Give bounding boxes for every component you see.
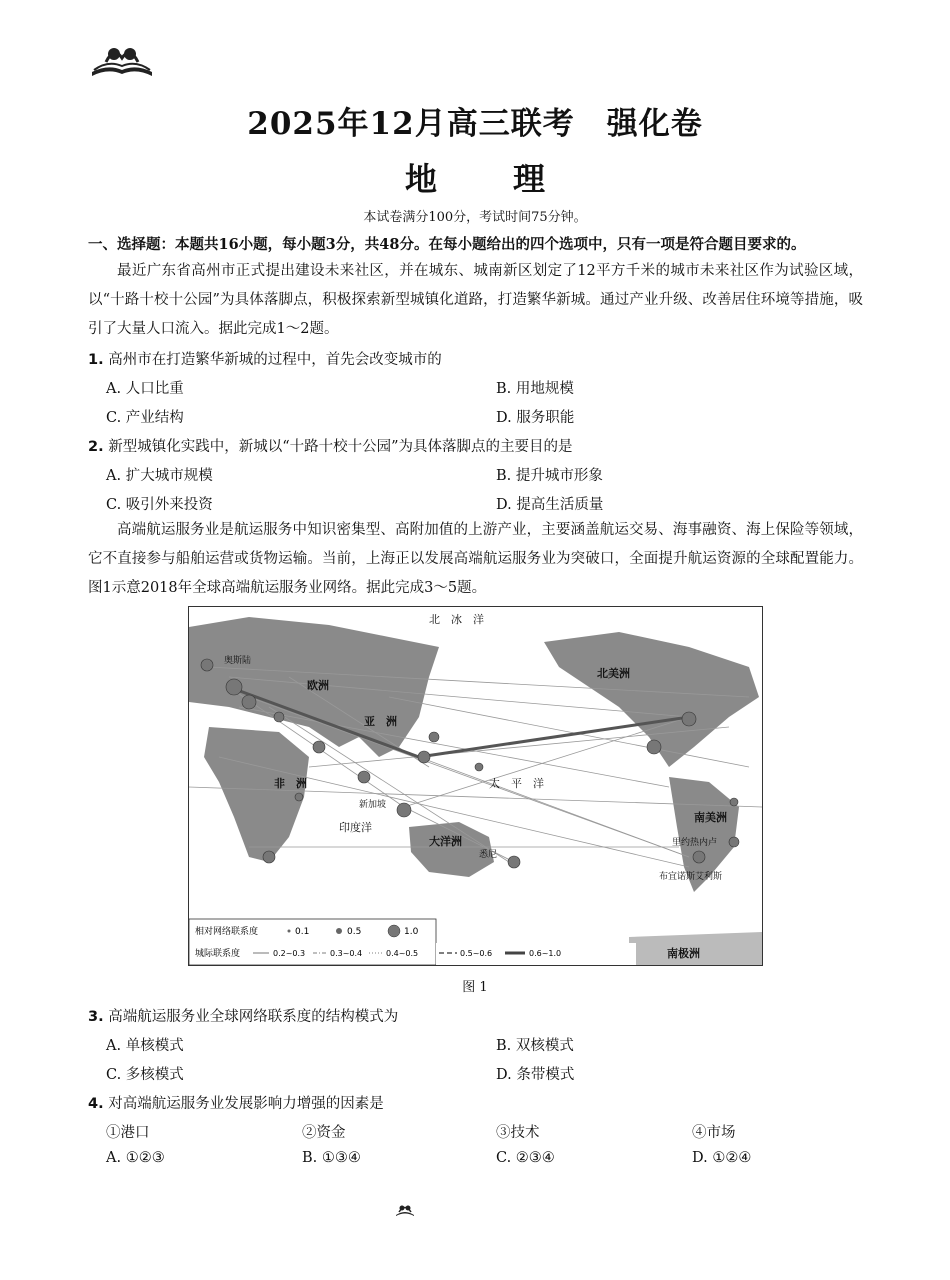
exam-info: 本试卷满分100分，考试时间75分钟。 — [363, 210, 587, 225]
question-stem: 高州市在打造繁华新城的过程中，首先会改变城市的 — [108, 352, 442, 368]
legend-link-value: 0.4~0.5 — [386, 949, 419, 958]
option-b: B. 用地规模 — [496, 381, 574, 397]
option-d: D. ①②④ — [692, 1150, 752, 1166]
label-asia: 亚 洲 — [364, 715, 397, 728]
question-number: 4. — [88, 1096, 104, 1112]
option-a: A. ①②③ — [106, 1150, 165, 1166]
shipping-network-map — [188, 606, 763, 966]
question-3 — [88, 1005, 398, 1026]
legend-link-value: 0.6~1.0 — [529, 949, 562, 958]
label-north-america: 北美洲 — [597, 667, 630, 680]
question-stem: 对高端航运服务业发展影响力增强的因素是 — [108, 1096, 384, 1112]
option-a: A. 扩大城市规模 — [106, 468, 213, 484]
factor-item: ③技术 — [496, 1125, 540, 1141]
question-stem: 新型城镇化实践中，新城以“十路十校十公园”为具体落脚点的主要目的是 — [108, 439, 573, 455]
section-heading: 一、选择题：本题共16小题，每小题3分，共48分。在每小题给出的四个选项中，只有一项是符合题目要求的。 — [88, 236, 806, 253]
label-singapore: 新加坡 — [359, 800, 387, 810]
legend-node-value: 0.1 — [295, 927, 310, 937]
legend-node-value: 0.5 — [347, 927, 362, 937]
label-oslo: 奥斯陆 — [224, 656, 252, 666]
label-indian-ocean: 印度洋 — [339, 821, 372, 834]
question-number: 2. — [88, 439, 104, 455]
passage-2: 高端航运服务业是航运服务中知识密集型、高附加值的上游产业，主要涵盖航运交易、海事融资、海上保险等领域，它不直接参与船舶运营或货物运输。当前，上海正以发展高端航运服务业为突破口，全面提升航运资源的全球配置能力。图1示意2018年全球高端航运服务业网络。据此完成3～5题。 — [88, 522, 863, 596]
figure-caption: 图 1 — [462, 980, 488, 995]
option-a: A. 单核模式 — [106, 1038, 184, 1054]
question-4 — [88, 1092, 384, 1113]
factor-item: ④市场 — [692, 1125, 736, 1141]
exam-title: 2025年12月高三联考 强化卷 — [247, 106, 703, 142]
legend-link-value: 0.5~0.6 — [460, 949, 493, 958]
option-c: C. 吸引外来投资 — [106, 497, 213, 513]
question-1 — [88, 348, 442, 369]
label-europe: 欧洲 — [307, 679, 329, 692]
option-d: D. 提高生活质量 — [496, 497, 604, 513]
label-sydney: 悉尼 — [479, 850, 498, 860]
option-c: C. 多核模式 — [106, 1067, 184, 1083]
option-b: B. 双核模式 — [496, 1038, 574, 1054]
option-b: B. 提升城市形象 — [496, 468, 603, 484]
legend-link-title: 城际联系度 — [195, 949, 241, 959]
world-map-figure — [189, 607, 762, 965]
label-arctic: 北 冰 洋 — [429, 613, 484, 626]
label-africa: 非 洲 — [274, 777, 307, 790]
passage-1: 最近广东省高州市正式提出建设未来社区，并在城东、城南新区划定了12平方千米的城市未来社区作为试验区域，以“十路十校十公园”为具体落脚点，积极探索新型城镇化道路，打造繁华新城。通过产业升级、改善居住环境等措施，吸引了大量人口流入。据此完成1～2题。 — [88, 263, 863, 337]
publisher-logo-icon — [88, 40, 156, 80]
label-south-america: 南美洲 — [694, 811, 727, 824]
question-2 — [88, 435, 573, 456]
option-a: A. 人口比重 — [106, 381, 184, 397]
label-pacific: 太 平 洋 — [489, 777, 544, 790]
legend-link-value: 0.2~0.3 — [273, 949, 306, 958]
label-buenos-aires: 布宜诺斯艾利斯 — [659, 872, 723, 882]
map-legend-extension — [436, 943, 636, 965]
label-antarctica: 南极洲 — [667, 947, 700, 960]
question-stem: 高端航运服务业全球网络联系度的结构模式为 — [108, 1009, 399, 1025]
legend-link-value: 0.3~0.4 — [330, 949, 363, 958]
label-rio: 里约热内卢 — [672, 838, 718, 848]
footer-ornament-icon — [395, 1203, 415, 1217]
question-number: 1. — [88, 352, 104, 368]
option-c: C. ②③④ — [496, 1150, 555, 1166]
subject-title: 地 理 — [404, 160, 567, 198]
option-c: C. 产业结构 — [106, 410, 184, 426]
option-d: D. 服务职能 — [496, 410, 575, 426]
factor-item: ①港口 — [106, 1125, 150, 1141]
label-oceania: 大洋洲 — [429, 835, 462, 848]
legend-node-value: 1.0 — [404, 927, 419, 937]
option-d: D. 条带模式 — [496, 1067, 575, 1083]
map-legend — [189, 919, 436, 965]
question-number: 3. — [88, 1009, 104, 1025]
legend-node-title: 相对网络联系度 — [195, 927, 259, 937]
option-b: B. ①③④ — [302, 1150, 361, 1166]
factor-item: ②资金 — [302, 1125, 346, 1141]
